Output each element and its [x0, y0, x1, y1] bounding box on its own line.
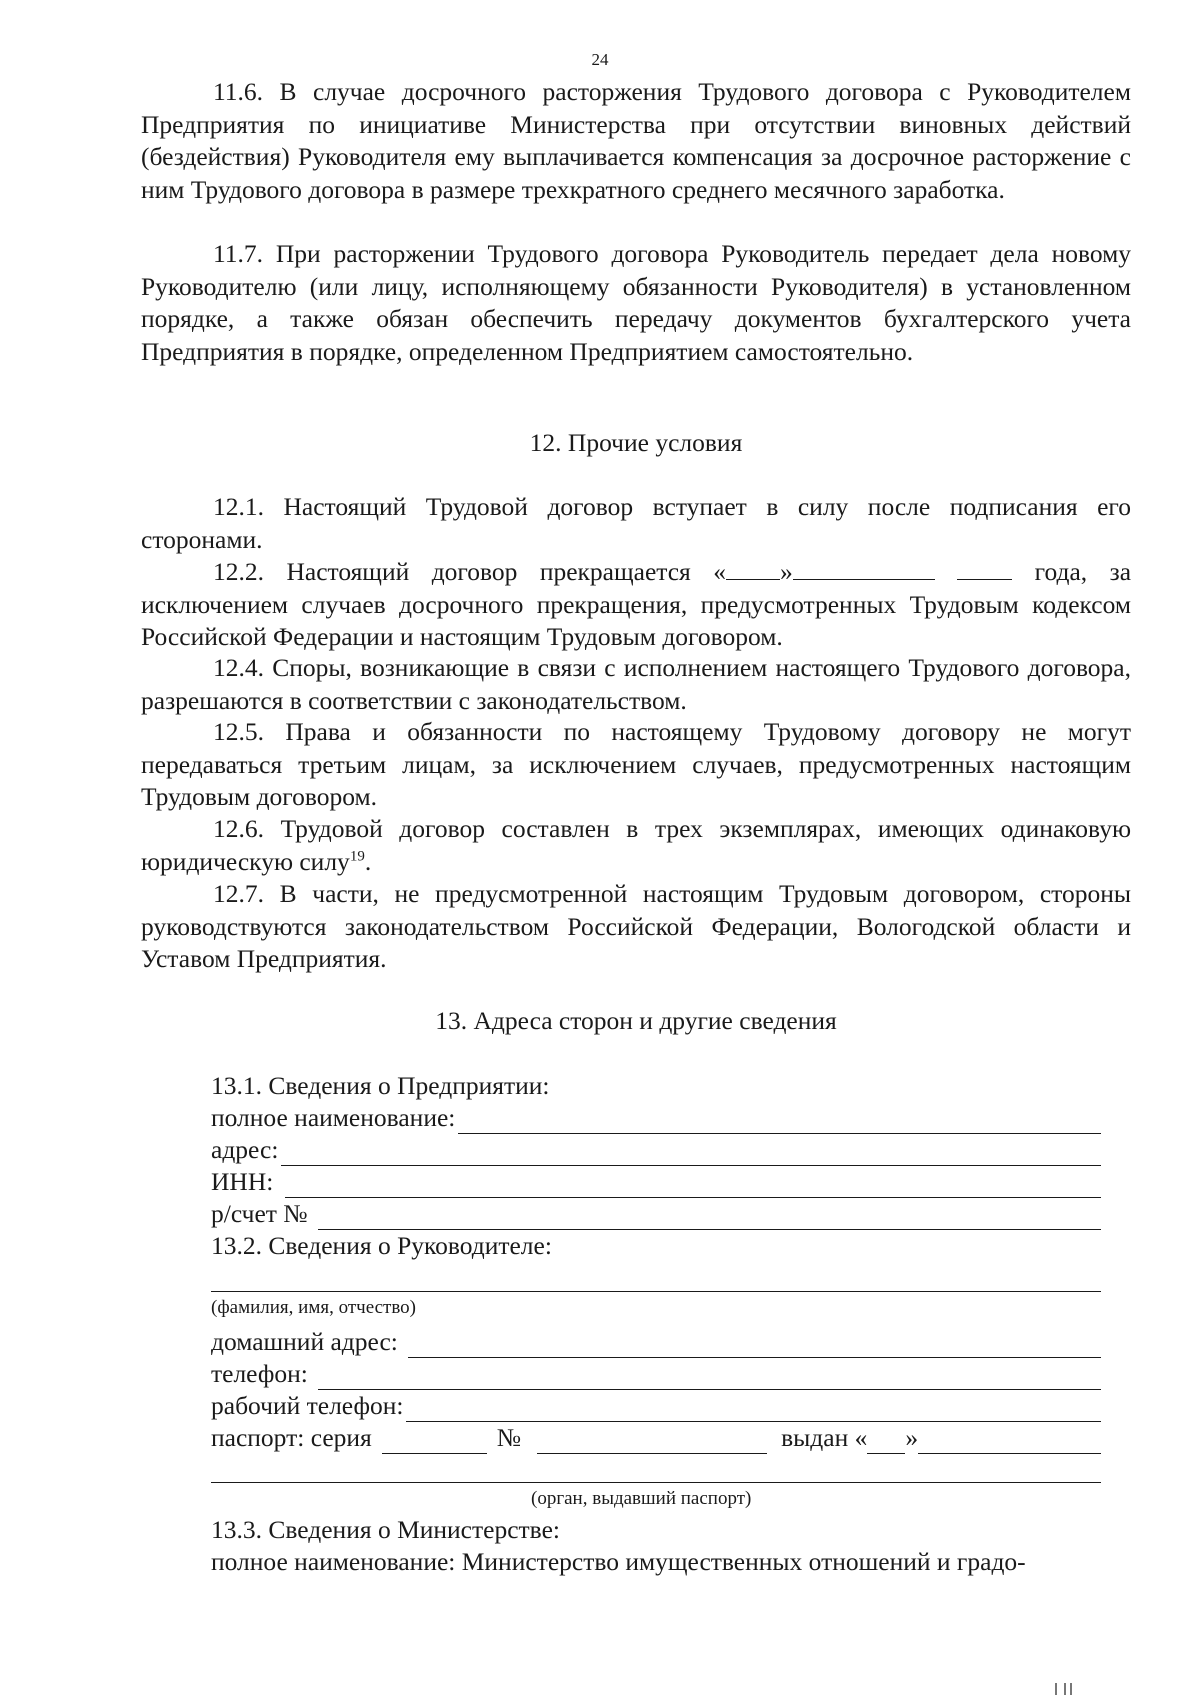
paragraph-12-6: [141, 813, 1131, 878]
issued-day-line[interactable]: [867, 1431, 905, 1454]
p12-2-rest: исключением случаев досрочного прекращения, предусмотренных Трудовым кодексом Российской Федерации и настоящим Трудовым договором.: [141, 589, 1131, 651]
p12-6-text: 12.6. Трудовой договор составлен в трех экземплярах, имеющих одинаковую юридическую силу: [141, 814, 1131, 876]
phone-line[interactable]: [318, 1365, 1101, 1390]
paragraph-12-1: 12.1. Настоящий Трудовой договор вступает в силу после подписания его сторонами.: [141, 492, 1131, 554]
inn-label: ИНН:: [211, 1167, 274, 1196]
section-13-title: 13. Адреса сторон и другие сведения: [435, 1006, 837, 1035]
month-blank: [793, 557, 935, 580]
enterprise-name-label: полное наименование:: [211, 1103, 456, 1132]
paragraph-12-4: 12.4. Споры, возникающие в связи с исполнением настоящего Трудового договора, разрешаются в соответствии с законодательством.: [141, 653, 1131, 715]
home-address-line[interactable]: [408, 1333, 1101, 1358]
passport-number-line[interactable]: [537, 1431, 767, 1454]
s13-1-heading: 13.1. Сведения о Предприятии:: [211, 1071, 550, 1100]
account-label: р/счет №: [211, 1199, 308, 1228]
work-phone-label: рабочий телефон:: [211, 1391, 404, 1420]
s13-2-heading: 13.2. Сведения о Руководителе:: [211, 1231, 552, 1260]
work-phone-line[interactable]: [406, 1397, 1101, 1422]
passport-number-sign: №: [496, 1423, 522, 1452]
scan-mark: [1064, 1683, 1066, 1695]
work-phone-field[interactable]: [211, 1390, 1101, 1422]
p12-2-prefix: 12.2. Настоящий договор прекращается «: [213, 557, 726, 586]
p12-2-year: года, за: [1034, 557, 1132, 586]
passport-field[interactable]: [211, 1422, 1101, 1454]
scan-mark: [1055, 1683, 1057, 1695]
phone-label: телефон:: [211, 1359, 308, 1388]
inn-field[interactable]: [211, 1166, 1101, 1198]
issuer-note: (орган, выдавший паспорт): [531, 1488, 752, 1509]
home-address-label: домашний адрес:: [211, 1327, 398, 1356]
enterprise-address-label: адрес:: [211, 1135, 279, 1164]
enterprise-name-field[interactable]: [211, 1102, 1101, 1134]
paragraph-11-6: 11.6. В случае досрочного расторжения Трудового договора с Руководителем Предприятия по инициативе Министерства при отсутствии виновных действий (бездействия) Руководителя ему выплачивается компенсация за досрочное расторжение с ним Трудового договора в размере трехкратного среднего месячного заработка.: [141, 77, 1131, 204]
enterprise-address-line[interactable]: [281, 1141, 1101, 1166]
inn-line[interactable]: [285, 1173, 1101, 1198]
enterprise-address-field[interactable]: [211, 1134, 1101, 1166]
issued-close: »: [905, 1423, 919, 1452]
issuer-line[interactable]: [211, 1482, 1101, 1483]
year-blank: [957, 557, 1012, 580]
issued-date-line[interactable]: [918, 1429, 1101, 1454]
passport-series-label: паспорт: серия: [211, 1423, 372, 1452]
account-line[interactable]: [318, 1205, 1101, 1230]
fio-note: (фамилия, имя, отчество): [211, 1297, 417, 1318]
p12-6-end: .: [364, 846, 372, 876]
scan-mark: [1070, 1683, 1072, 1695]
p12-2-quote-close: »: [779, 557, 793, 586]
section-12-title: 12. Прочие условия: [529, 428, 743, 457]
day-blank: [726, 557, 780, 580]
page-number: 24: [591, 50, 609, 69]
paragraph-12-7: 12.7. В части, не предусмотренной настоящим Трудовым договором, стороны руководствуются законодательством Российской Федерации, Вологодской области и Уставом Предприятия.: [141, 879, 1131, 973]
fio-line[interactable]: [211, 1291, 1101, 1292]
home-address-field[interactable]: [211, 1326, 1101, 1358]
phone-field[interactable]: [211, 1358, 1101, 1390]
footnote-ref: 19: [349, 848, 365, 864]
paragraph-12-5: 12.5. Права и обязанности по настоящему Трудовому договору не могут передаваться третьим лицам, за исключением случаев, предусмотренных настоящим Трудовым договором.: [141, 717, 1131, 811]
issued-label: выдан «: [781, 1423, 868, 1452]
passport-series-line[interactable]: [382, 1431, 487, 1454]
account-field[interactable]: [211, 1198, 1101, 1230]
enterprise-name-line[interactable]: [458, 1109, 1101, 1134]
paragraph-11-7: 11.7. При расторжении Трудового договора Руководитель передает дела новому Руководителю (или лицу, исполняющему обязанности Руководителя) в установленном порядке, а также обязан обеспечить передачу документов бухгалтерского учета Предприятия в порядке, определенном Предприятием самостоятельно.: [141, 239, 1131, 366]
ministry-name-line: полное наименование: Министерство имущественных отношений и градо-: [211, 1547, 1026, 1576]
paragraph-12-2: [141, 556, 1131, 654]
s13-3-heading: 13.3. Сведения о Министерстве:: [211, 1515, 560, 1544]
